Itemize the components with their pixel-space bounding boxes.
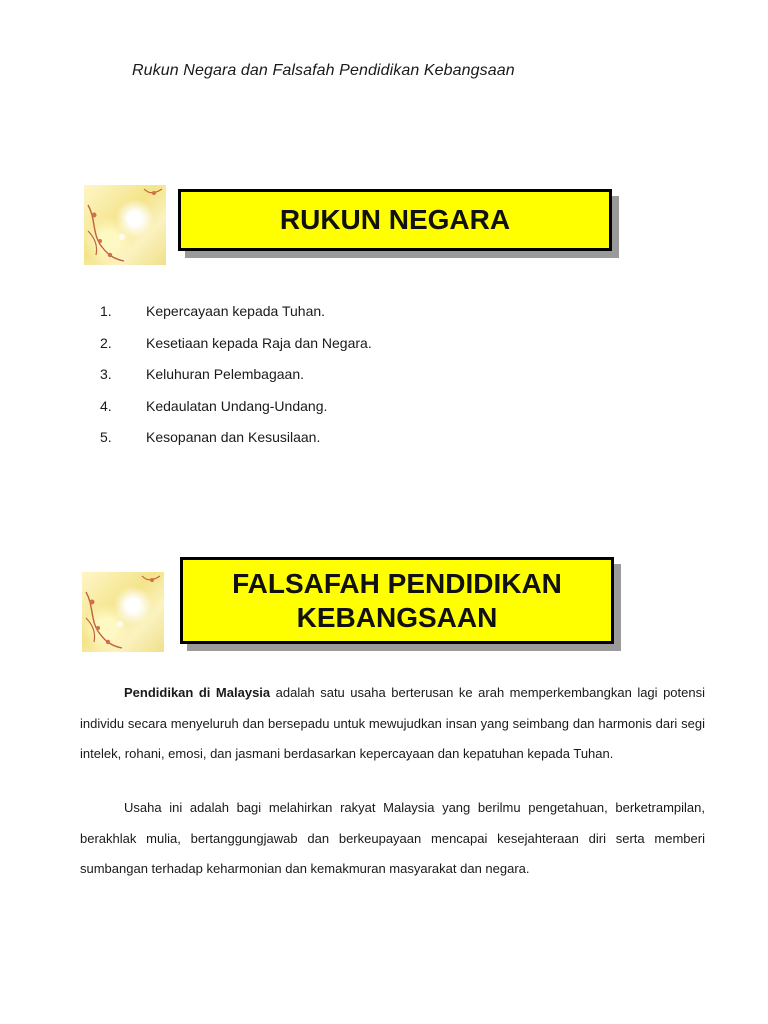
list-item: 4. Kedaulatan Undang-Undang. [100,397,328,414]
document-title: Rukun Negara dan Falsafah Pendidikan Kebangsaan [132,62,515,79]
rukun-negara-list [100,303,372,461]
floral-decoration-image [82,572,164,652]
list-item: 1. Kepercayaan kepada Tuhan. [100,303,326,319]
rukun-negara-heading: RUKUN NEGARA [178,189,612,251]
list-item: 2. Kesetiaan kepada Raja dan Negara. [100,334,372,351]
paragraph-text: adalah satu usaha berterusan ke arah memperkembangkan lagi potensi individu secara menyeluruh dan bersepadu untuk mewujudkan insan yang seimbang dan harmonis dari segi intelek, rohani, emosi, dan jasmani berdasarkan kepercayaan dan kepatuhan kepada Tuhan. [80,685,705,761]
heading-line-2: KEBANGSAAN [296,601,498,633]
floral-decoration-image [84,185,166,265]
list-item: 5. Kesopanan dan Kesusilaan. [100,429,321,445]
heading-line-1: FALSAFAH PENDIDIKAN [232,567,562,599]
falsafah-paragraph-2: Usaha ini adalah bagi melahirkan rakyat Malaysia yang berilmu pengetahuan, berketrampilan, berakhlak mulia, bertanggungjawab dan berkeupayaan mencapai kesejahteraan diri serta memberi sumbangan terhadap keharmonian dan kemakmuran masyarakat dan negara. [80,800,705,876]
list-item: 3. Keluhuran Pelembagaan. [100,366,305,382]
falsafah-pendidikan-heading [180,557,614,644]
falsafah-paragraph-1 [80,678,705,770]
emphasis-text: Pendidikan di Malaysia [124,685,271,700]
